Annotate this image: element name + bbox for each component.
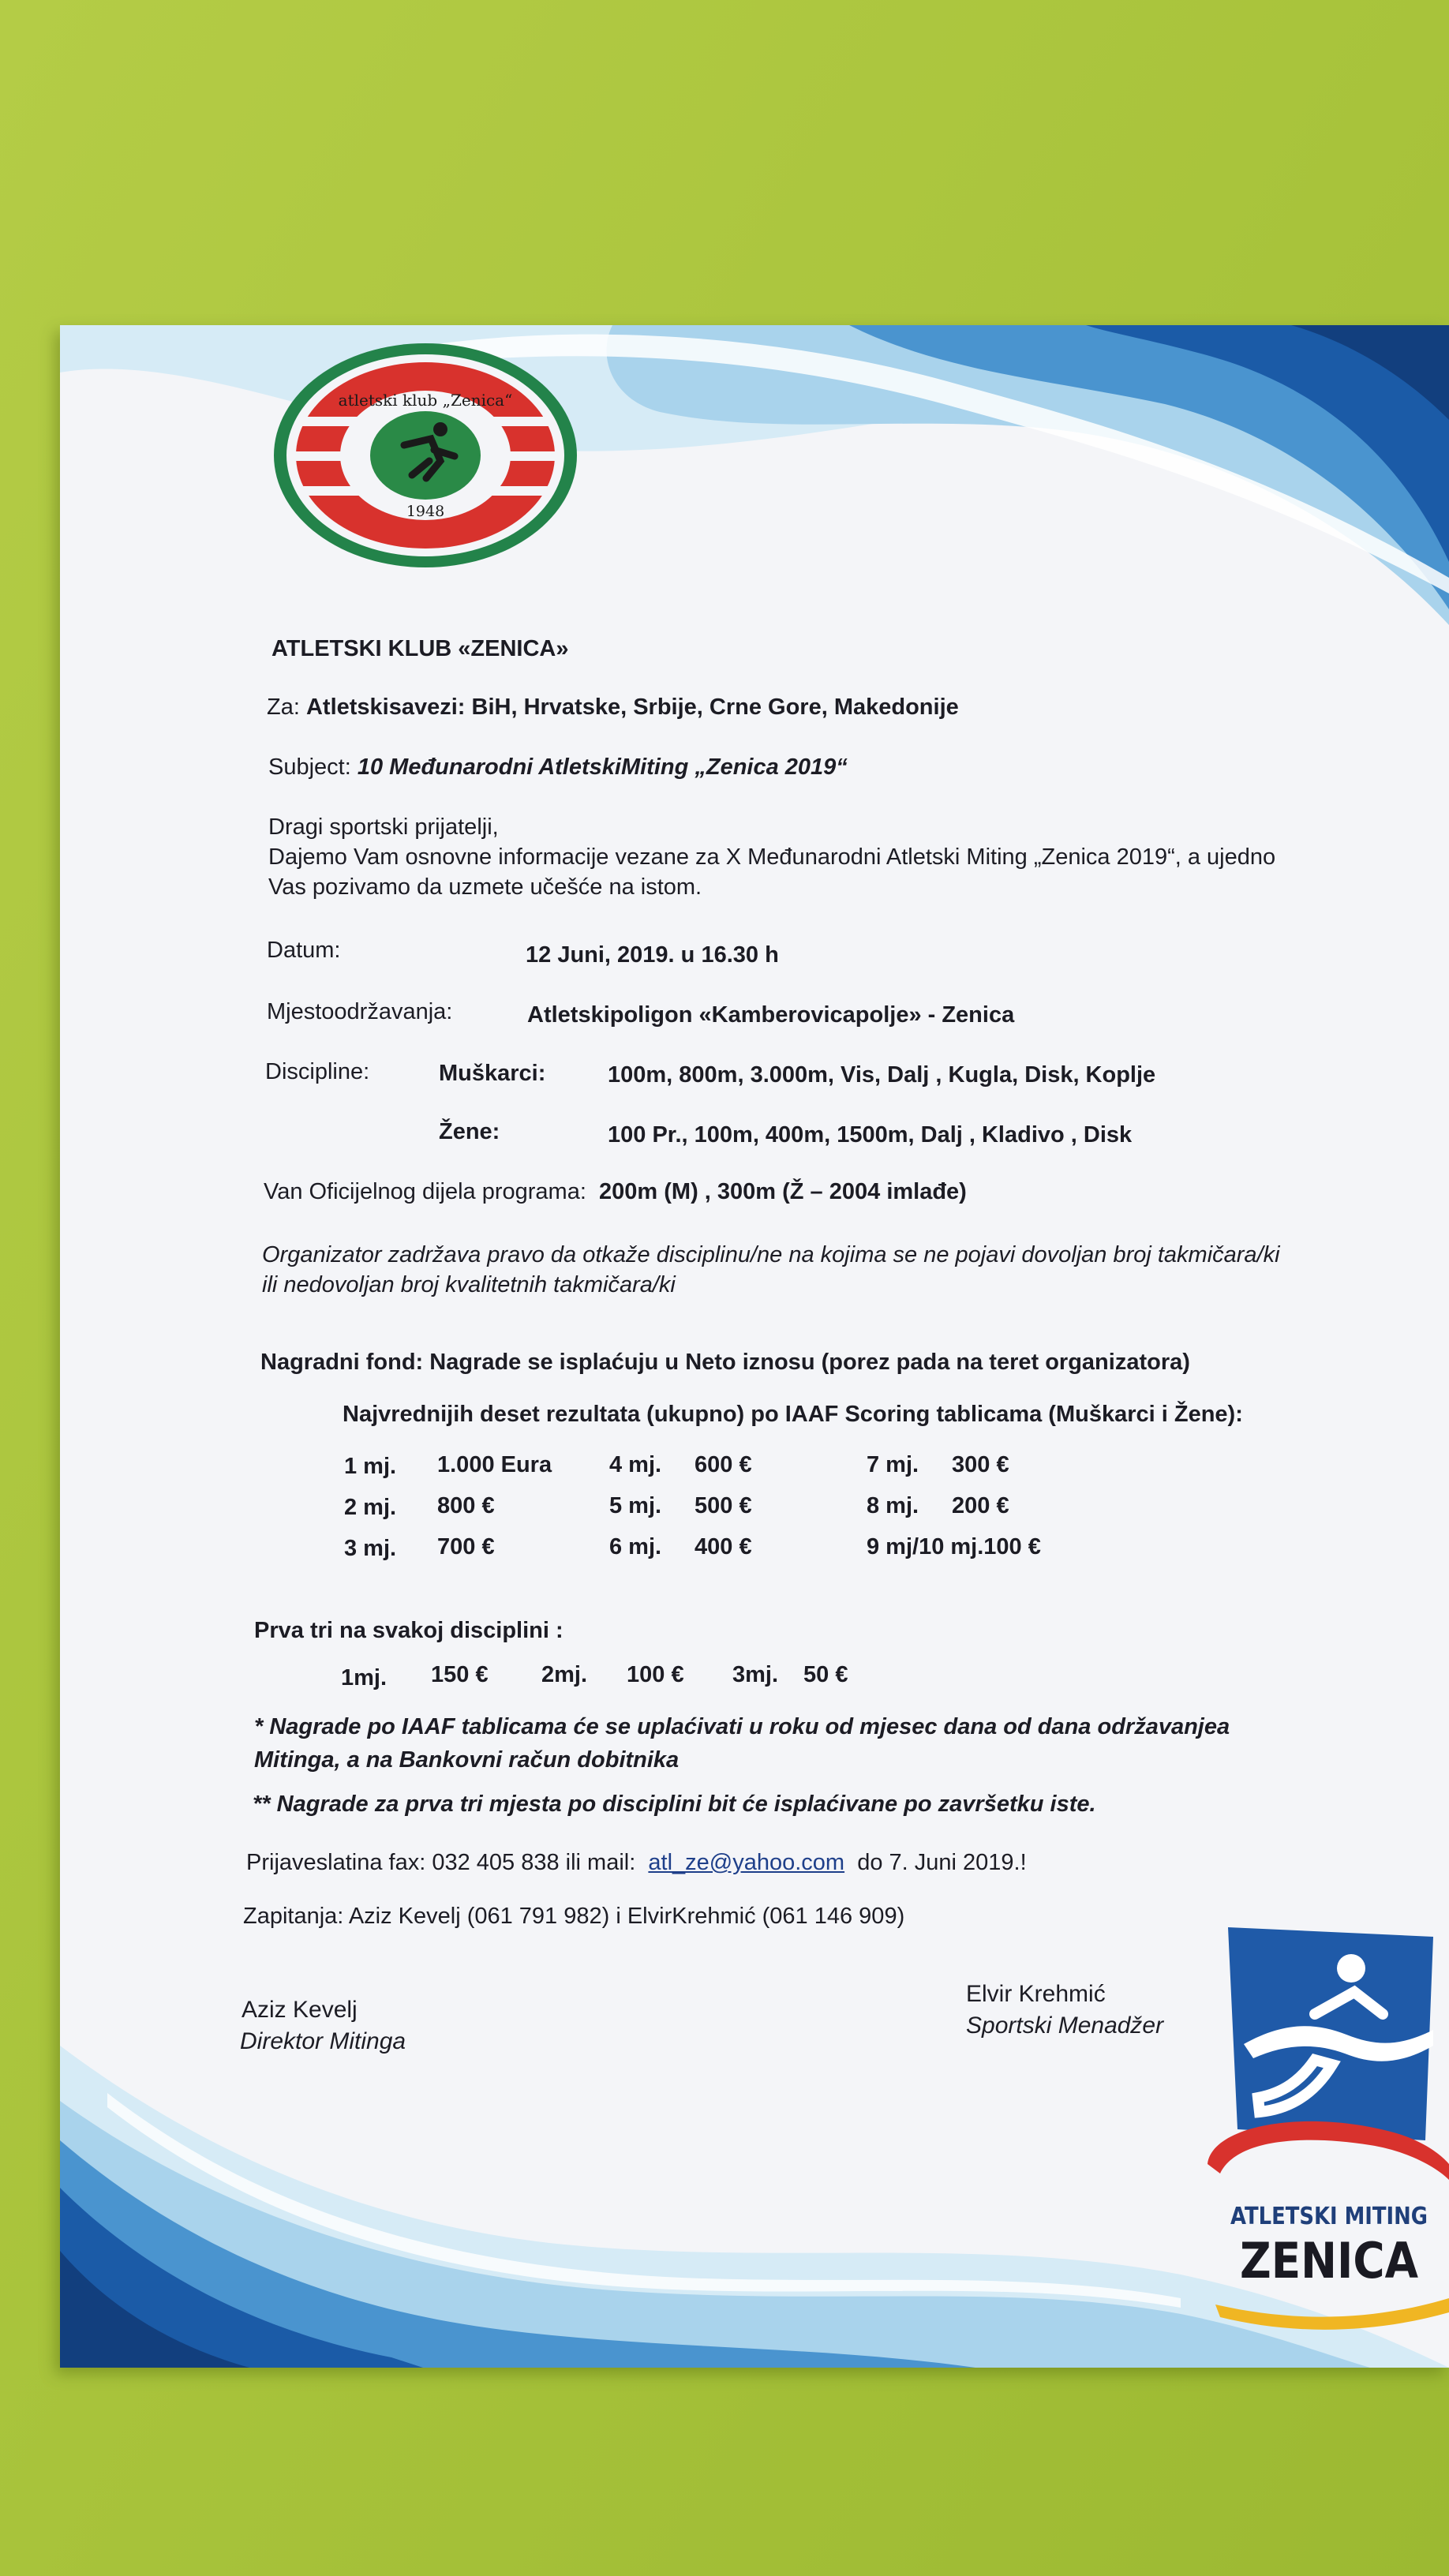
venue-value: Atletskipoligon «Kamberovicapolje» - Zenica [527, 1002, 1015, 1028]
prize-amount: 600 € [695, 1452, 752, 1477]
organizer-note-line-1: Organizator zadržava pravo da otkaže disciplinu/ne na kojima se ne pojavi dovoljan broj takmičara/ki [262, 1242, 1280, 1267]
club-logo-ring-text: atletski klub „Zenica“ [338, 391, 513, 410]
entry-line [246, 1852, 1027, 1874]
disciplines-label: Discipline: [265, 1059, 370, 1084]
iaaf-payment-note-line-1: * Nagrade po IAAF tablicama će se uplaćivati u roku od mjesec dana od dana održavanjea [254, 1714, 1230, 1739]
men-disciplines: 100m, 800m, 3.000m, Vis, Dalj , Kugla, Disk, Koplje [608, 1062, 1156, 1088]
women-label: Žene: [439, 1119, 500, 1144]
signature-left-name: Aziz Kevelj [242, 1997, 358, 2023]
prize-place: 1 mj. [344, 1454, 397, 1479]
organizer-note-line-2: ili nedovoljan broj kvalitetnih takmičara/ki [262, 1272, 676, 1297]
club-logo [271, 341, 579, 570]
email-link[interactable]: atl_ze@yahoo.com [648, 1850, 845, 1875]
meet-logo-line-1: ATLETSKI MITING [1230, 2203, 1428, 2230]
top-three-amount: 150 € [431, 1662, 489, 1687]
prize-place: 4 mj. [609, 1452, 662, 1477]
date-value: 12 Juni, 2019. u 16.30 h [526, 942, 779, 968]
prize-place: 7 mj. [867, 1452, 919, 1477]
prize-place: 6 mj. [609, 1534, 662, 1559]
intro-line-2: Vas pozivamo da uzmete učešće na istom. [268, 874, 702, 900]
club-logo-year: 1948 [406, 503, 445, 520]
prize-fund-heading: Nagradni fond: Nagrade se isplaćuju u Neto iznosu (porez pada na teret organizatora) [260, 1350, 1190, 1375]
top-three-place: 3mj. [732, 1662, 779, 1687]
prize-place: 3 mj. [344, 1536, 397, 1561]
signature-right-title: Sportski Menadžer [966, 2012, 1164, 2039]
entry-deadline: do 7. Juni 2019.! [857, 1850, 1027, 1875]
meet-logo [1196, 1927, 1449, 2338]
prize-place: 9 mj/10 mj.100 € [867, 1534, 1041, 1559]
questions-line: Zapitanja: Aziz Kevelj (061 791 982) i ElvirKrehmić (061 146 909) [243, 1904, 905, 1929]
unofficial-value: 200m (M) , 300m (Ž – 2004 imlađe) [599, 1179, 967, 1204]
iaaf-payment-note-line-2: Mitinga, a na Bankovni račun dobitnika [254, 1747, 680, 1773]
prize-place: 2 mj. [344, 1495, 397, 1520]
prize-fund-subheading: Najvrednijih deset rezultata (ukupno) po IAAF Scoring tablicama (Muškarci i Žene): [343, 1402, 1243, 1427]
signature-right-name: Elvir Krehmić [966, 1981, 1106, 2007]
unofficial-line [264, 1181, 967, 1204]
men-label: Muškarci: [439, 1061, 546, 1086]
greeting: Dragi sportski prijatelji, [268, 814, 499, 840]
prize-place: 8 mj. [867, 1493, 919, 1518]
subject-value: 10 Međunarodni AtletskiMiting „Zenica 2019“ [357, 754, 848, 780]
prize-amount: 700 € [437, 1534, 495, 1559]
top-three-amount: 100 € [627, 1662, 684, 1687]
prize-amount: 400 € [695, 1534, 752, 1559]
prize-amount: 300 € [952, 1452, 1009, 1477]
signature-left-title: Direktor Mitinga [240, 2028, 406, 2054]
top-three-payment-note: ** Nagrade za prva tri mjesta po disciplini bit će isplaćivane po završetku iste. [253, 1792, 1096, 1817]
prize-amount: 800 € [437, 1493, 495, 1518]
date-label: Datum: [267, 938, 341, 963]
women-disciplines: 100 Pr., 100m, 400m, 1500m, Dalj , Kladivo , Disk [608, 1122, 1133, 1148]
entry-prefix: Prijaveslatina fax: 032 405 838 ili mail: [246, 1850, 636, 1875]
unofficial-label: Van Oficijelnog dijela programa: [264, 1179, 586, 1204]
prize-amount: 1.000 Eura [437, 1452, 552, 1477]
to-line [267, 696, 959, 719]
top-three-amount: 50 € [803, 1662, 848, 1687]
top-three-place: 2mj. [541, 1662, 588, 1687]
venue-label: Mjestoodržavanja: [267, 999, 453, 1024]
top-three-heading: Prva tri na svakoj disciplini : [254, 1618, 564, 1643]
prize-place: 5 mj. [609, 1493, 662, 1518]
flyer-sheet [60, 325, 1449, 2368]
intro-line-1: Dajemo Vam osnovne informacije vezane za X Međunarodni Atletski Miting „Zenica 2019“, a ujedno [268, 844, 1276, 870]
top-three-place: 1mj. [341, 1665, 388, 1690]
subject-line [268, 756, 848, 779]
prize-amount: 500 € [695, 1493, 752, 1518]
prize-amount: 200 € [952, 1493, 1009, 1518]
meet-logo-line-2: ZENICA [1240, 2232, 1419, 2290]
to-label: Za: [267, 695, 300, 720]
to-value: Atletskisavezi: BiH, Hrvatske, Srbije, Crne Gore, Makedonije [305, 695, 959, 720]
club-name: ATLETSKI KLUB «ZENICA» [271, 636, 569, 661]
subject-label: Subject: [268, 754, 351, 780]
